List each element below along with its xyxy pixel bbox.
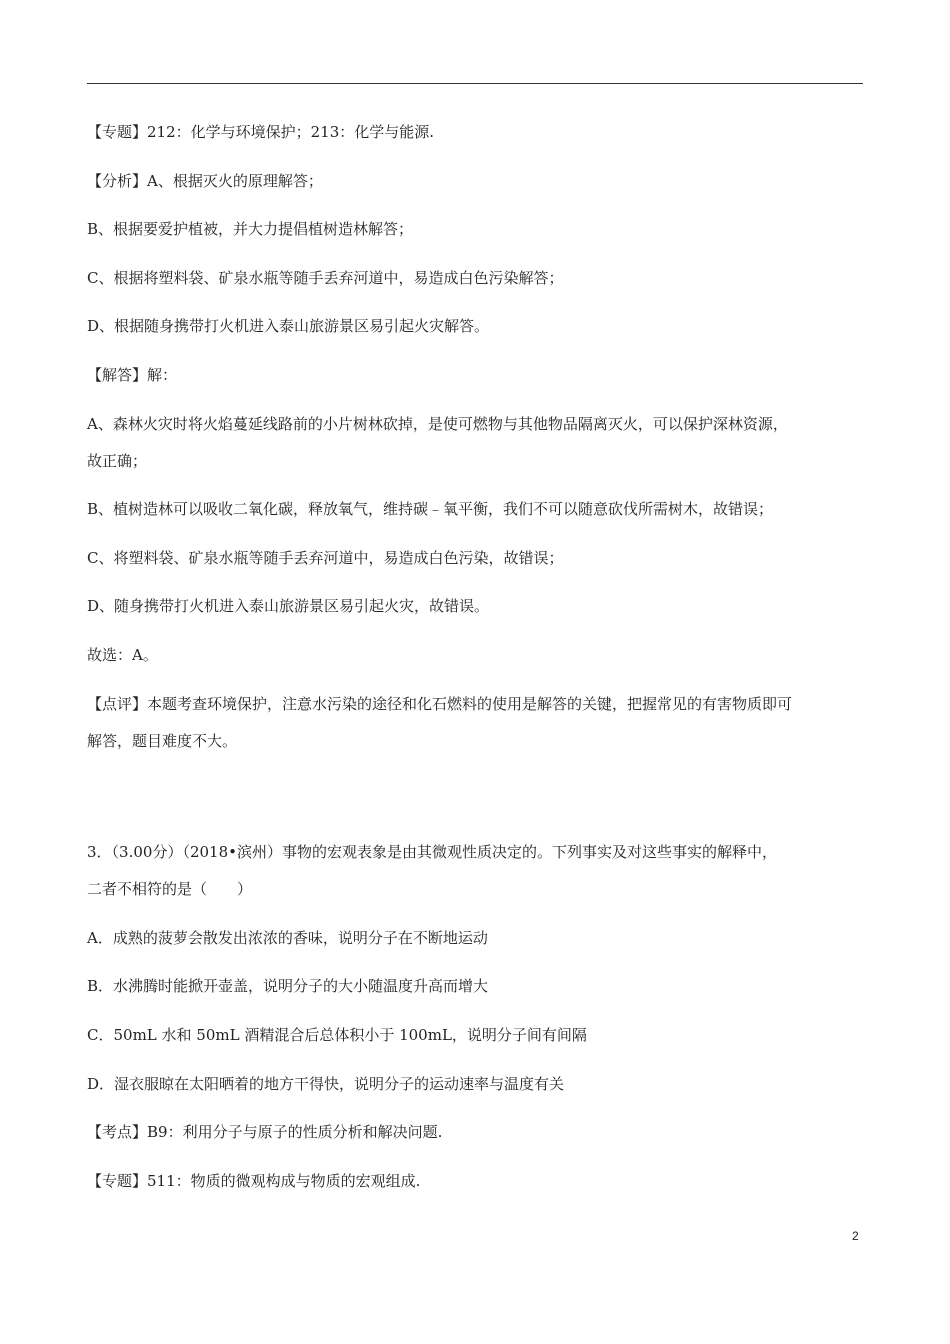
answer-a (87, 412, 871, 473)
analysis-d: D、根据随身携带打火机进入泰山旅游景区易引起火灾解答。 (87, 317, 490, 336)
answer-a-line-2: 故正确； (87, 451, 148, 470)
topic-line: 【专题】212：化学与环境保护；213：化学与能源. (87, 123, 435, 141)
answer-choice: 故选：A。 (87, 645, 158, 664)
option-b: B．水沸腾时能掀开壶盖，说明分子的大小随温度升高而增大 (87, 977, 489, 996)
comment-line-1: 【点评】本题考查环境保护，注意水污染的途径和化石燃料的使用是解答的关键，把握常见的有害物质即可 (87, 694, 793, 713)
question-3-line-1: 3．（3.00分）（2018•滨州）事物的宏观表象是由其微观性质决定的。下列事实及对这些事实的解释中， (87, 843, 777, 862)
comment (87, 692, 871, 753)
topic-line-2: 【专题】511：物质的微观构成与物质的宏观组成. (87, 1171, 421, 1190)
header-rule (87, 83, 863, 84)
section-gap (87, 777, 871, 840)
analysis-b: B、根据要爱护植被，并大力提倡植树造林解答； (87, 220, 414, 239)
question-3 (87, 840, 871, 901)
answer-b: B、植树造林可以吸收二氧化碳，释放氧气，维持碳﹣氧平衡，我们不可以随意砍伐所需树木，故错误； (87, 500, 774, 519)
answer-heading: 【解答】解： (87, 365, 178, 384)
knowledge-point: 【考点】B9：利用分子与原子的性质分析和解决问题. (87, 1123, 443, 1142)
analysis-line: 【分析】A、根据灭火的原理解答； (87, 171, 323, 190)
analysis-c: C、根据将塑料袋、矿泉水瓶等随手丢弃河道中，易造成白色污染解答； (87, 268, 564, 287)
comment-line-2: 解答，题目难度不大。 (87, 731, 238, 750)
option-a: A．成熟的菠萝会散发出浓浓的香味，说明分子在不断地运动 (87, 928, 488, 947)
answer-c: C、将塑料袋、矿泉水瓶等随手丢弃河道中，易造成白色污染，故错误； (87, 548, 564, 567)
document-body (87, 120, 871, 1217)
option-c: C．50mL 水和 50mL 酒精混合后总体积小于 100mL，说明分子间有间隔 (87, 1025, 587, 1044)
option-d: D．湿衣服晾在太阳晒着的地方干得快，说明分子的运动速率与温度有关 (87, 1074, 565, 1093)
answer-a-line-1: A、森林火灾时将火焰蔓延线路前的小片树林砍掉，是使可燃物与其他物品隔离灭火，可以保护深林资源， (87, 414, 788, 433)
answer-d: D、随身携带打火机进入泰山旅游景区易引起火灾，故错误。 (87, 597, 490, 616)
question-3-line-2: 二者不相符的是（ ） (87, 880, 253, 899)
page-number: 2 (852, 1229, 859, 1243)
